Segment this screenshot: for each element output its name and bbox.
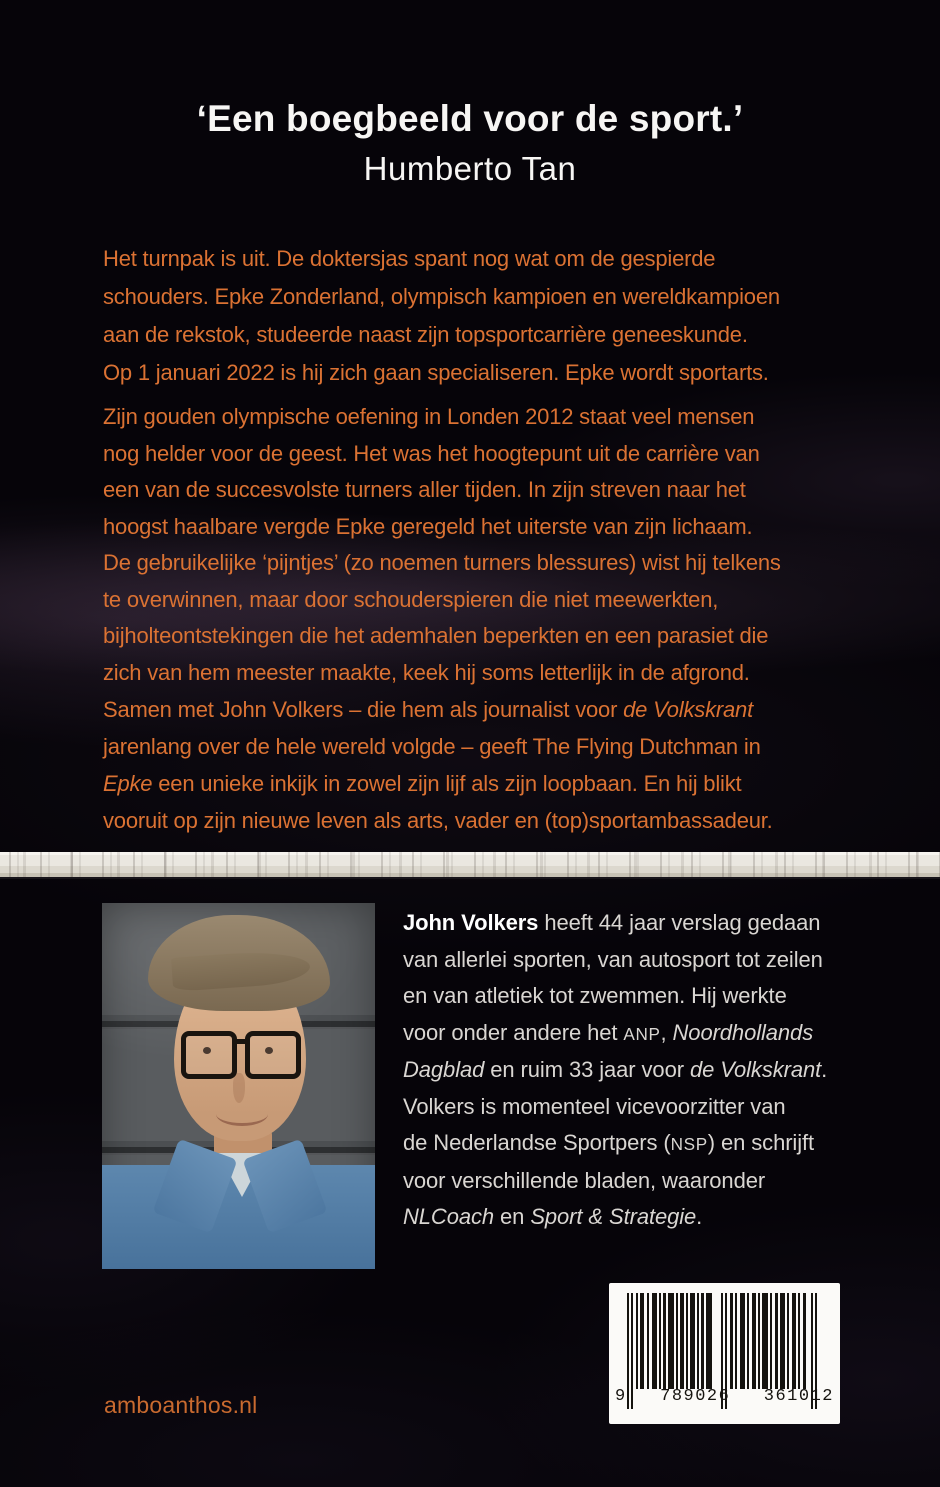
author-photo <box>102 903 375 1269</box>
text-line: schouders. Epke Zonderland, olympisch kampioen en wereldkampioen <box>103 284 780 309</box>
text-line: NLCoach en Sport & Strategie. <box>403 1204 703 1229</box>
barcode-digit-group: 361012 <box>763 1387 834 1406</box>
barcode <box>609 1283 840 1424</box>
text-line: John Volkers heeft 44 jaar verslag gedaan <box>403 910 821 935</box>
glasses-icon <box>181 1031 301 1077</box>
synopsis-paragraph-2 <box>103 399 873 691</box>
text-line: Op 1 januari 2022 is hij zich gaan specialiseren. Epke wordt sportarts. <box>103 360 769 385</box>
barcode-digits <box>615 1387 834 1406</box>
headline-attribution: Humberto Tan <box>363 150 577 188</box>
synopsis-paragraph-1 <box>103 240 873 392</box>
synopsis-paragraph-3 <box>103 691 873 839</box>
text-line: van allerlei sporten, van autosport tot zeilen <box>403 946 823 972</box>
text-line: nog helder voor de geest. Het was het hoogtepunt uit de carrière van <box>103 440 760 466</box>
photo-eye-right <box>265 1047 273 1054</box>
text-line: bijholteontstekingen die het ademhalen beperkten en een parasiet die <box>103 623 769 648</box>
text-line: een van de succesvolste turners aller tijden. In zijn streven naar het <box>103 477 746 502</box>
text-line: Zijn gouden olympische oefening in Londen 2012 staat veel mensen <box>103 404 755 429</box>
barcode-digit-group: 789026 <box>660 1387 731 1406</box>
headline-quote: ‘Een boegbeeld voor de sport.’ <box>196 98 744 139</box>
glasses-lens-left <box>181 1031 237 1079</box>
glasses-bridge <box>233 1039 247 1044</box>
text-line: te overwinnen, maar door schouderspieren die niet meewerkten, <box>103 586 719 612</box>
barcode-digit-group: 9 <box>615 1387 627 1406</box>
text-line: en van atletiek tot zwemmen. Hij werkte <box>403 983 787 1008</box>
text-line: Samen met John Volkers – die hem als journalist voor de Volkskrant <box>103 697 753 722</box>
text-line: jarenlang over de hele wereld volgde – geeft The Flying Dutchman in <box>103 734 761 759</box>
text-line: aan de rekstok, studeerde naast zijn topsportcarrière geneeskunde. <box>103 322 748 347</box>
photo-eye-left <box>203 1047 211 1054</box>
text-line: voor verschillende bladen, waaronder <box>403 1167 766 1193</box>
text-line: vooruit op zijn nieuwe leven als arts, vader en (top)sportambassadeur. <box>103 808 773 833</box>
text-line: voor onder andere het ANP, Noordhollands <box>403 1019 814 1045</box>
text-line: Epke een unieke inkijk in zowel zijn lijf als zijn loopbaan. En hij blikt <box>103 771 742 796</box>
text-line: de Nederlandse Sportpers (NSP) en schrijft <box>403 1130 815 1155</box>
divider-band <box>0 852 940 879</box>
author-bio-text <box>403 905 873 1236</box>
text-line: hoogst haalbare vergde Epke geregeld het uiterste van zijn lichaam. <box>103 513 753 539</box>
text-line: Dagblad en ruim 33 jaar voor de Volkskrant. <box>403 1057 828 1082</box>
text-line: Het turnpak is uit. De doktersjas spant nog wat om de gespierde <box>103 246 716 271</box>
headline <box>0 96 940 188</box>
text-line: zich van hem meester maakte, keek hij soms letterlijk in de afgrond. <box>103 659 750 685</box>
publisher-url: amboanthos.nl <box>104 1392 258 1418</box>
glasses-lens-right <box>245 1031 301 1079</box>
photo-nose <box>233 1073 245 1103</box>
text-line: Volkers is momenteel vicevoorzitter van <box>403 1093 786 1119</box>
text-line: De gebruikelijke ‘pijntjes’ (zo noemen turners blessures) wist hij telkens <box>103 550 781 575</box>
